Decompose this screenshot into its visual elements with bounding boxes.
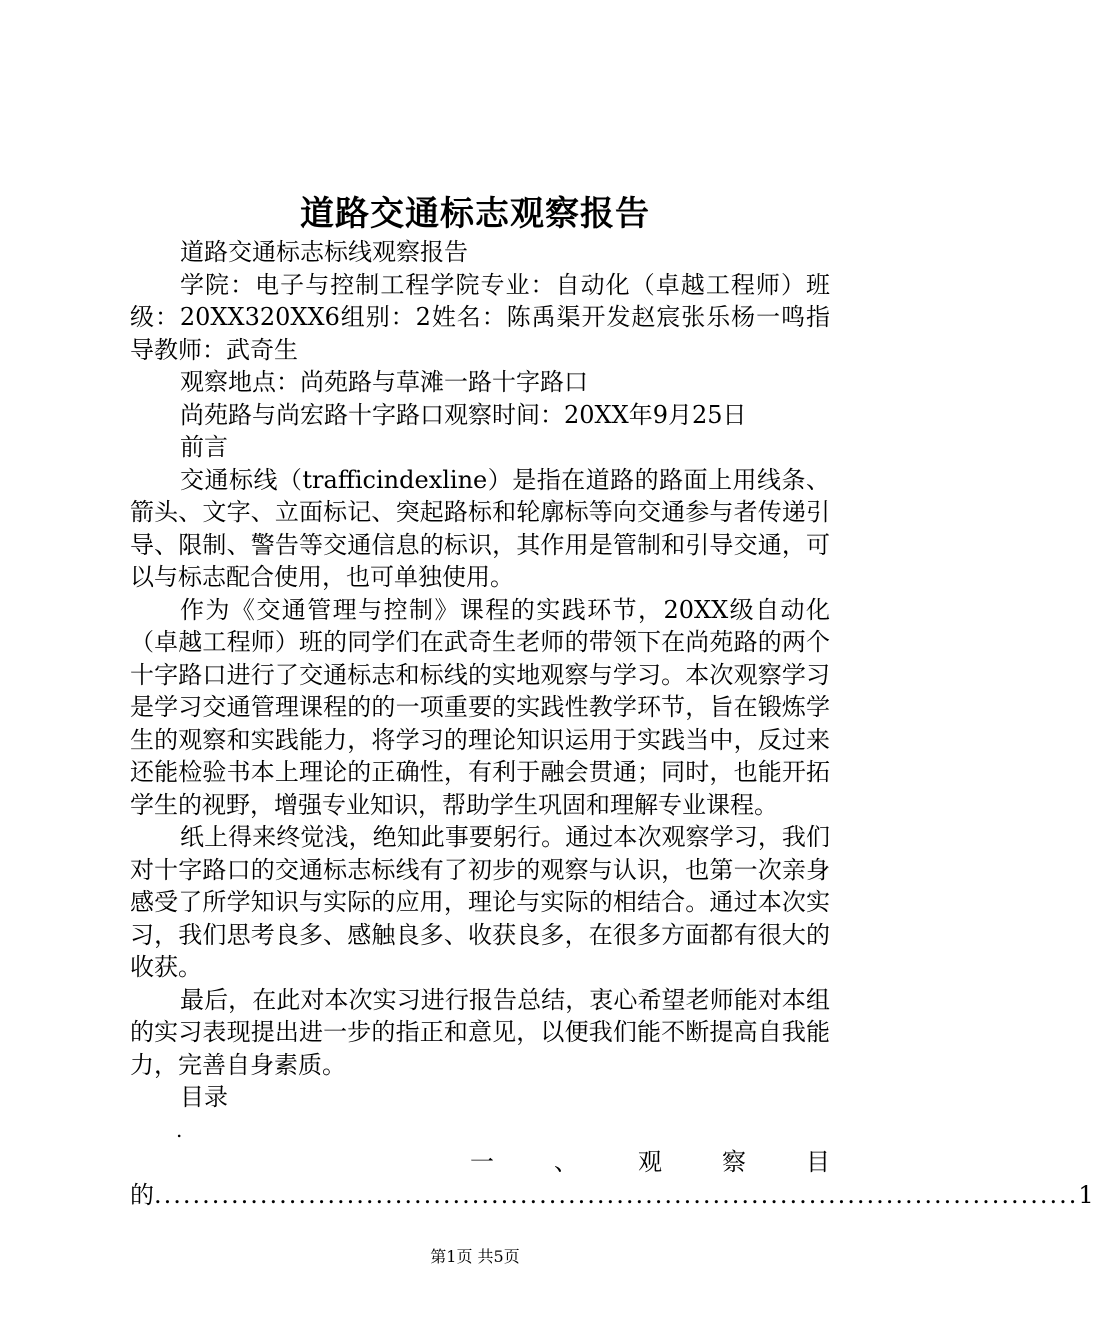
paragraph-purpose: 作为《交通管理与控制》课程的实践环节，20XX级自动化（卓越工程师）班的同学们在武奇生老师的带领下在尚苑路的两个十字路口进行了交通标志和标线的实地观察与学习。本次观察学习是学习交通管理课程的的一项重要的实践性教学环节，旨在锻炼学生的观察和实践能力，将学习的理论知识运用于实践当中，反过来还能检验书本上理论的正确性，有利于融会贯通；同时，也能开拓学生的视野，增强专业知识，帮助学生巩固和理解专业课程。 xyxy=(130,595,830,819)
toc-char: 目 xyxy=(806,1148,830,1176)
page-footer: 第1页 共5页 xyxy=(430,1247,520,1266)
paragraph-conclusion: 最后，在此对本次实习进行报告总结，衷心希望老师能对本组的实习表现提出进一步的指正和意见，以便我们能不断提高自我能力，完善自身素质。 xyxy=(130,985,830,1079)
dot-mark: . xyxy=(176,1117,183,1142)
toc-char: 一 xyxy=(470,1148,494,1176)
location-paragraph: 观察地点：尚苑路与草滩一路十字路口 xyxy=(180,368,588,396)
toc-char: 的 xyxy=(130,1180,154,1209)
toc-leader-dots: ................................................................................................ xyxy=(154,1180,1079,1209)
preface-heading: 前言 xyxy=(180,433,228,461)
subtitle-paragraph: 道路交通标志标线观察报告 xyxy=(180,238,468,266)
document-title: 道路交通标志观察报告 xyxy=(300,194,650,234)
time-paragraph: 尚苑路与尚宏路十字路口观察时间：20XX年9月25日 xyxy=(180,400,747,429)
document-body xyxy=(130,236,1094,1211)
toc-entry-line2 xyxy=(130,1179,1094,1212)
toc-entry-line1 xyxy=(130,1146,830,1179)
toc-char: 观 xyxy=(638,1148,662,1176)
toc-char: 、 xyxy=(554,1148,578,1176)
toc-page-number: 1 xyxy=(1078,1180,1094,1209)
toc-heading: 目录 xyxy=(180,1083,228,1111)
toc-char: 察 xyxy=(722,1148,746,1176)
info-paragraph: 学院：电子与控制工程学院专业：自动化（卓越工程师）班级：20XX320XX6组别：2姓名：陈禹渠开发赵宸张乐杨一鸣指导教师：武奇生 xyxy=(130,270,830,364)
paragraph-reflection: 纸上得来终觉浅，绝知此事要躬行。通过本次观察学习，我们对十字路口的交通标志标线有了初步的观察与认识，也第一次亲身感受了所学知识与实际的应用，理论与实际的相结合。通过本次实习，我们思考良多、感触良多、收获良多，在很多方面都有很大的收获。 xyxy=(130,823,830,981)
paragraph-definition: 交通标线（trafficindexline）是指在道路的路面上用线条、箭头、文字、立面标记、突起路标和轮廓标等向交通参与者传递引导、限制、警告等交通信息的标识，其作用是管制和引导交通，可以与标志配合使用，也可单独使用。 xyxy=(130,465,830,591)
